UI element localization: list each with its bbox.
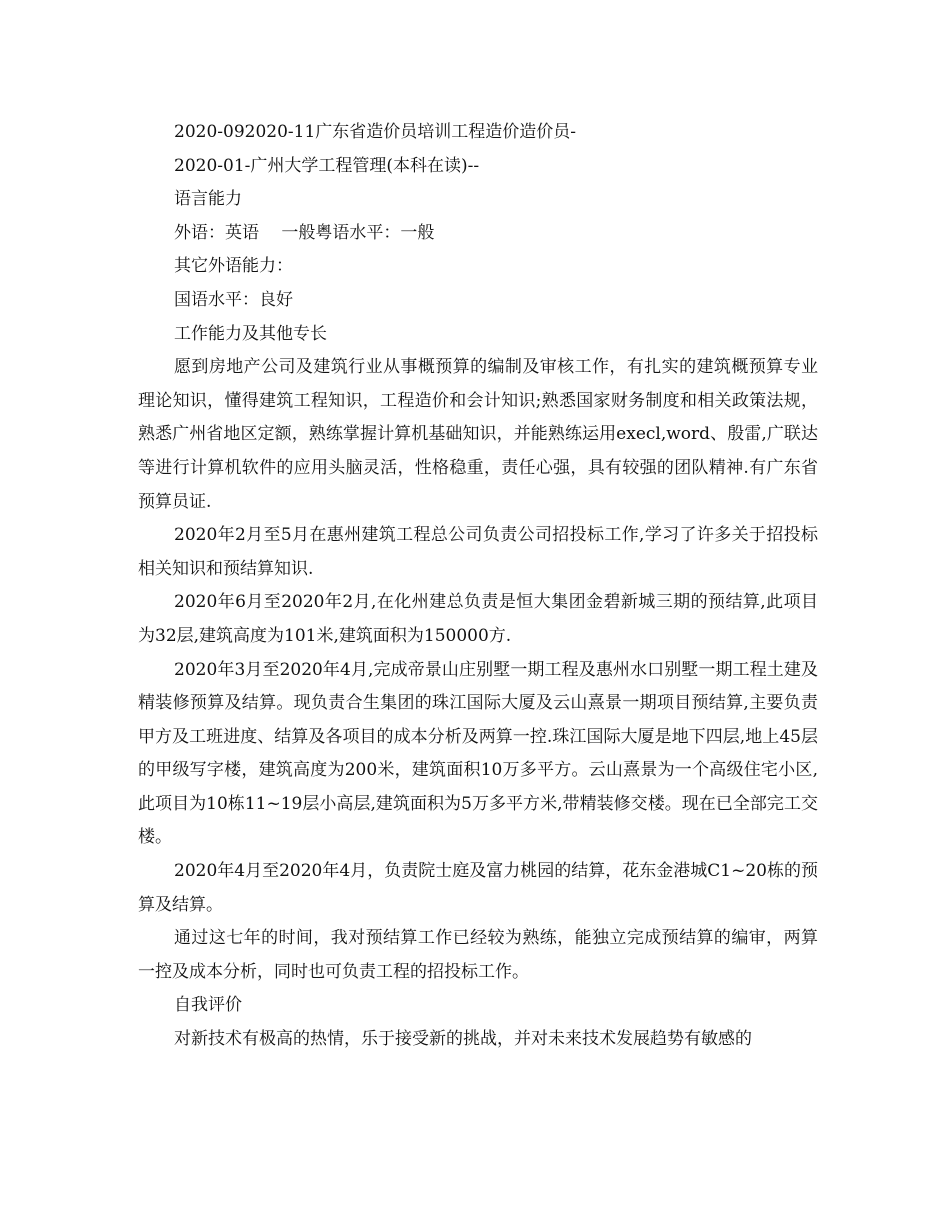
education-line-training: 2020-092020-11广东省造价员培训工程造价造价员- <box>174 122 577 142</box>
education-line-university: 2020-01-广州大学工程管理(本科在读)-- <box>174 155 480 176</box>
experience-paragraph-2: 2020年6月至2020年2月,在化州建总负责是恒大集团金碧新城三期的预结算,此项目为32层,建筑高度为101米,建筑面积为150000方. <box>138 592 818 646</box>
language-heading: 语言能力 <box>174 189 242 210</box>
experience-paragraph-5: 通过这七年的时间，我对预结算工作已经较为熟练，能独立完成预结算的编审，两算一控及成本分析，同时也可负责工程的招投标工作。 <box>138 928 818 982</box>
self-evaluation-heading: 自我评价 <box>174 995 242 1016</box>
self-evaluation-text: 对新技术有极高的热情，乐于接受新的挑战，并对未来技术发展趋势有敏感的 <box>174 1029 752 1050</box>
experience-paragraph-1: 2020年2月至5月在惠州建筑工程总公司负责公司招投标工作,学习了许多关于招投标相关知识和预结算知识. <box>138 525 818 579</box>
language-mandarin: 国语水平：良好 <box>174 289 293 310</box>
resume-content <box>138 116 818 1057</box>
language-foreign: 外语：英语 一般粤语水平：一般 <box>174 222 435 243</box>
skills-summary: 愿到房地产公司及建筑行业从事概预算的编制及审核工作，有扎实的建筑概预算专业理论知识，懂得建筑工程知识，工程造价和会计知识;熟悉国家财务制度和相关政策法规，熟悉广州省地区定额，熟练掌握计算机基础知识，并能熟练运用execl,word、殷雷,广联达等进行计算机软件的应用头脑灵活，性格稳重，责任心强，具有较强的团队精神.有广东省预算员证. <box>138 357 818 512</box>
language-other: 其它外语能力： <box>174 256 293 277</box>
experience-paragraph-3: 2020年3月至2020年4月,完成帝景山庄别墅一期工程及惠州水口别墅一期工程土建及精装修预算及结算。现负责合生集团的珠江国际大厦及云山熹景一期项目预结算,主要负责甲方及工班进度、结算及各项目的成本分析及两算一控.珠江国际大厦是地下四层,地上45层的甲级写字楼，建筑高度为200米，建筑面积10万多平方。云山熹景为一个高级住宅小区,此项目为10栋11~19层小高层,建筑面积为5万多平方米,带精装修交楼。现在已全部完工交楼。 <box>138 659 818 848</box>
skills-heading: 工作能力及其他专长 <box>174 323 327 344</box>
experience-paragraph-4: 2020年4月至2020年4月，负责院士庭及富力桃园的结算，花东金港城C1~20栋的预算及结算。 <box>138 861 818 915</box>
